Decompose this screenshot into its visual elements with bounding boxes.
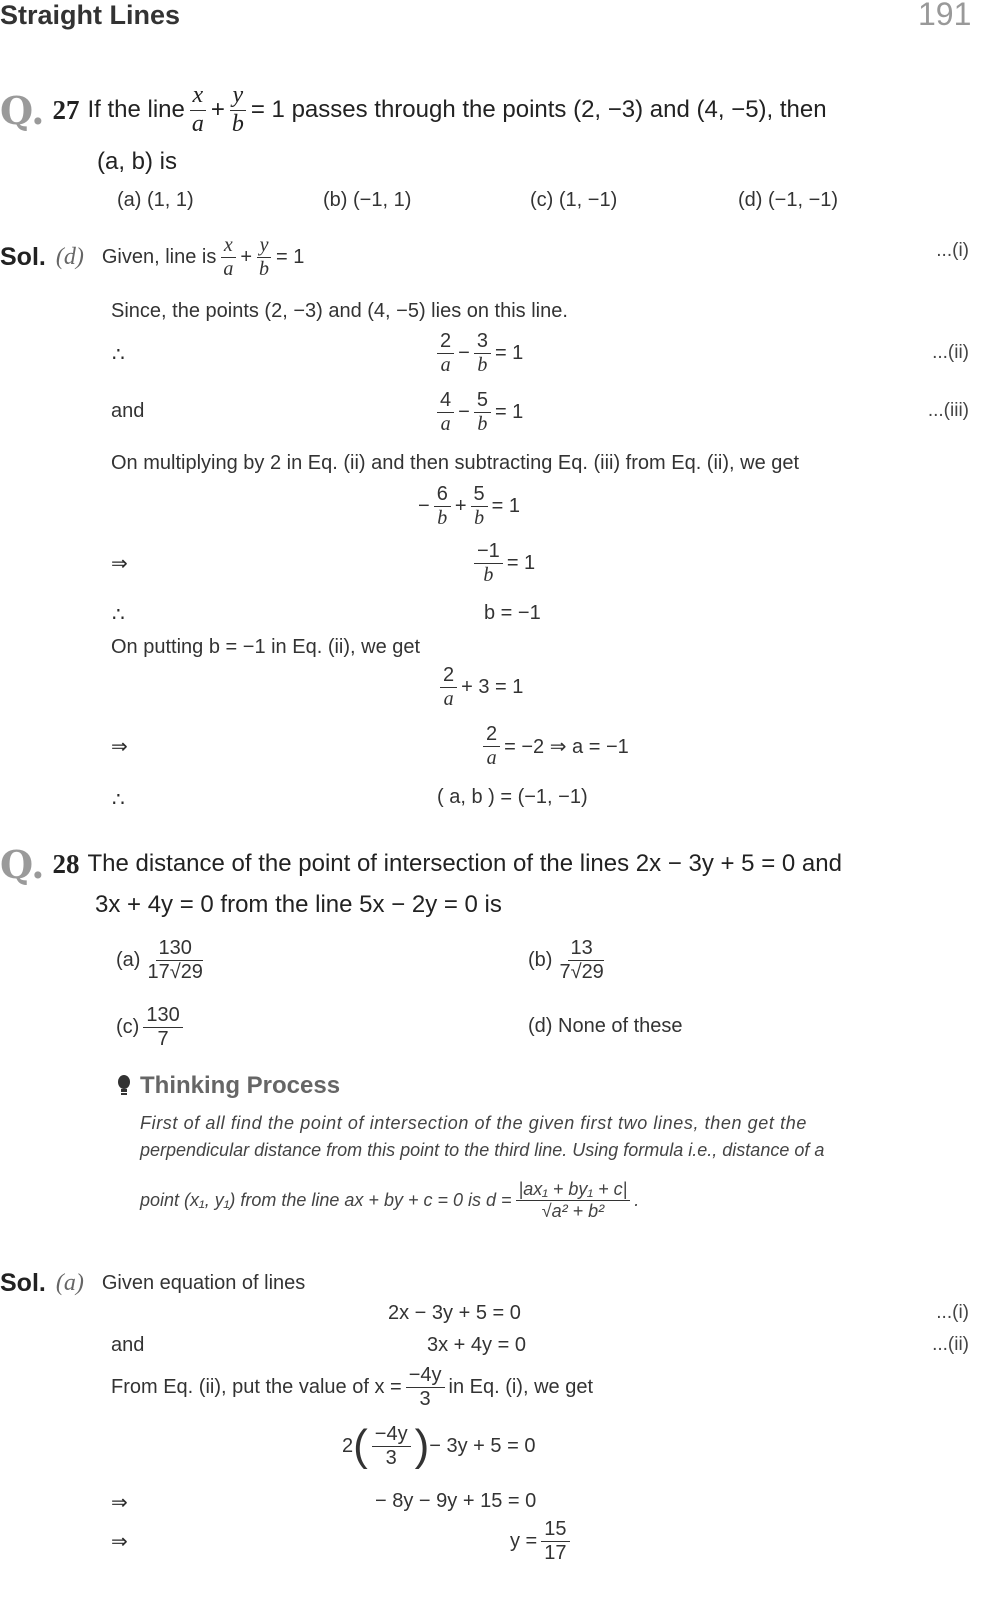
rhs: = 1 (506, 551, 536, 574)
solution-text: Given equation of lines (101, 1271, 306, 1294)
coefficient: 2 (342, 1434, 354, 1457)
frac-num: 3 (474, 330, 491, 354)
frac-num: 4 (437, 389, 454, 413)
equation-a (436, 662, 523, 712)
frac-den: a (486, 746, 497, 769)
frac-num: x (221, 234, 236, 258)
frac-den: 7 (157, 1027, 169, 1050)
lhs: y = (510, 1529, 538, 1552)
frac-den: b (483, 563, 494, 586)
equation-combined (418, 481, 520, 531)
frac-num: y (257, 234, 272, 258)
substituted-equation: 2 ( $\frac{-4y}{3}$ ) − 3y + 5 = 0 (342, 1421, 536, 1470)
equation-number: ...(ii) (932, 1334, 969, 1355)
question-text-line2: 3x + 4y = 0 from the line 5x − 2y = 0 is (95, 891, 502, 918)
frac-num: 2 (437, 330, 454, 354)
rhs: = 1 (494, 341, 524, 364)
option-label: (a) (116, 948, 141, 971)
final-answer: ( a, b ) = (−1, −1) (437, 786, 588, 808)
radicand: 29 (581, 960, 604, 983)
frac-num: 5 (471, 483, 488, 507)
therefore-symbol: ∴ (112, 604, 125, 626)
option-c[interactable]: (c) (1, −1) (530, 189, 618, 211)
option-d[interactable]: (d) (−1, −1) (738, 189, 839, 211)
solution-27-header (0, 232, 304, 282)
period: . (634, 1189, 640, 1210)
equation-ii: 3x + 4y = 0 (427, 1334, 526, 1356)
frac-den: 3 (385, 1446, 397, 1469)
option-c[interactable] (116, 1002, 187, 1052)
rhs: = 1 (491, 494, 520, 517)
question-marker: Q. (0, 841, 45, 887)
frac-num: −1 (474, 540, 503, 564)
rhs: = 1 (494, 400, 524, 423)
equals: = 1 (276, 245, 305, 268)
thinking-title: Thinking Process (140, 1072, 341, 1099)
thinking-process-heading (116, 1061, 340, 1111)
frac-den: a (440, 353, 451, 376)
frac-den: b (231, 110, 244, 137)
solution-28-header (0, 1258, 305, 1308)
option-a[interactable]: (a) $\frac{130}{17√29}$ (116, 936, 203, 983)
rhs: = −2 ⇒ a = −1 (504, 735, 629, 758)
solution-label: Sol. (0, 1268, 46, 1297)
solution-text: On putting b = −1 in Eq. (ii), we get (111, 636, 421, 658)
option-b[interactable]: (b) (−1, 1) (323, 189, 412, 211)
frac-num: 13 (568, 937, 596, 961)
thinking-text: point (x₁, y₁) from the line ax + by + c = 0 is d = (140, 1189, 512, 1210)
frac-den: b (477, 353, 488, 376)
frac-den: b (474, 506, 485, 529)
coefficient: 17 (147, 960, 170, 983)
frac-num: 6 (434, 483, 451, 507)
implies-symbol: ⇒ (111, 553, 128, 575)
option-label: (b) (528, 948, 553, 971)
option-b[interactable]: (b) $\frac{13}{7√29}$ (528, 936, 604, 983)
equation-y-value (510, 1516, 574, 1566)
operator: + (454, 494, 467, 517)
frac-num: 130 (156, 937, 195, 961)
operator: − (458, 400, 470, 423)
equation-a-value (479, 721, 629, 771)
radicand: a² + b² (551, 1200, 605, 1221)
solution-text: On multiplying by 2 in Eq. (ii) and then subtracting Eq. (iii) from Eq. (ii), we get (111, 452, 800, 474)
question-27 (0, 80, 827, 140)
question-number: 28 (52, 848, 80, 879)
equation-number: ...(i) (936, 1302, 969, 1323)
frac-den: a (443, 687, 454, 710)
frac-num: 130 (143, 1004, 182, 1028)
frac-den: a (440, 412, 451, 435)
equation-b-value: b = −1 (484, 602, 541, 624)
root-sign: √ (541, 1200, 552, 1221)
option-label: (c) (116, 1015, 140, 1038)
solution-label: Sol. (0, 242, 46, 271)
solution-text: in Eq. (i), we get (448, 1375, 594, 1398)
question-text: The distance of the point of intersection of the lines 2x − 3y + 5 = 0 and (87, 850, 842, 877)
equation-i: 2x − 3y + 5 = 0 (388, 1302, 521, 1324)
frac-den: b (477, 412, 488, 435)
frac-den: b (259, 257, 270, 280)
equation-number: ...(iii) (927, 400, 969, 421)
plus: + (210, 96, 225, 123)
frac-num: −4y (372, 1423, 411, 1447)
option-label: (d) (528, 1014, 553, 1037)
implies-symbol: ⇒ (111, 1492, 128, 1514)
and-label: and (111, 1334, 145, 1356)
question-number: 27 (52, 94, 80, 125)
radicand: 29 (180, 960, 203, 983)
option-d[interactable] (528, 1001, 683, 1051)
solution-text: Given, line is (101, 245, 217, 268)
equation-number: ...(ii) (932, 342, 969, 363)
question-text-line2: (a, b) is (97, 148, 178, 175)
equation-b (470, 538, 535, 588)
rhs: − 3y + 5 = 0 (429, 1434, 536, 1457)
page-number: 191 (918, 0, 972, 32)
implies-symbol: ⇒ (111, 1531, 128, 1553)
equation-simplified: − 8y − 9y + 15 = 0 (375, 1490, 537, 1512)
implies-symbol: ⇒ (111, 736, 128, 758)
frac-num: |ax₁ + by₁ + c| (516, 1179, 631, 1201)
thinking-text: perpendicular distance from this point to the third line. Using formula i.e., distance of a (140, 1140, 825, 1160)
frac-den: b (437, 506, 448, 529)
and-label: and (111, 400, 145, 422)
solution-answer: (a) (55, 1269, 84, 1296)
thinking-formula (140, 1170, 639, 1230)
frac-num: −4y (406, 1364, 445, 1388)
question-text: = 1 passes through the points (2, −3) and (4, −5), then (250, 96, 827, 123)
frac-den: a (191, 110, 204, 137)
plus: + (240, 245, 253, 268)
frac-num: 5 (474, 389, 491, 413)
option-text: None of these (558, 1014, 683, 1037)
equation-number: ...(i) (936, 240, 969, 261)
frac-num: y (230, 82, 247, 111)
frac-den: a (223, 257, 234, 280)
rhs: + 3 = 1 (461, 675, 524, 698)
thinking-text: First of all find the point of intersection of the given first two lines, then get the (140, 1113, 807, 1133)
solution-text: Since, the points (2, −3) and (4, −5) lies on this line. (111, 300, 568, 322)
substitution-text (111, 1362, 593, 1412)
question-text: If the line (87, 96, 185, 123)
therefore-symbol: ∴ (112, 344, 125, 366)
equation-iii (433, 387, 523, 437)
solution-text: From Eq. (ii), put the value of x = (111, 1375, 402, 1398)
frac-num: 15 (541, 1518, 569, 1542)
frac-num: 2 (440, 664, 457, 688)
lightbulb-icon (116, 1074, 132, 1098)
equation-ii (433, 328, 523, 378)
solution-answer: (d) (55, 243, 84, 270)
coefficient: 7 (559, 960, 571, 983)
frac-den: 17 (544, 1541, 567, 1564)
chapter-title: Straight Lines (0, 0, 181, 30)
question-28 (0, 836, 842, 892)
question-marker: Q. (0, 87, 45, 133)
sign: − (418, 494, 430, 517)
frac-num: 2 (483, 723, 500, 747)
option-a[interactable]: (a) (1, 1) (117, 189, 194, 211)
frac-den: 3 (419, 1387, 431, 1410)
operator: − (458, 341, 470, 364)
therefore-symbol: ∴ (112, 789, 125, 811)
frac-num: x (190, 82, 207, 111)
